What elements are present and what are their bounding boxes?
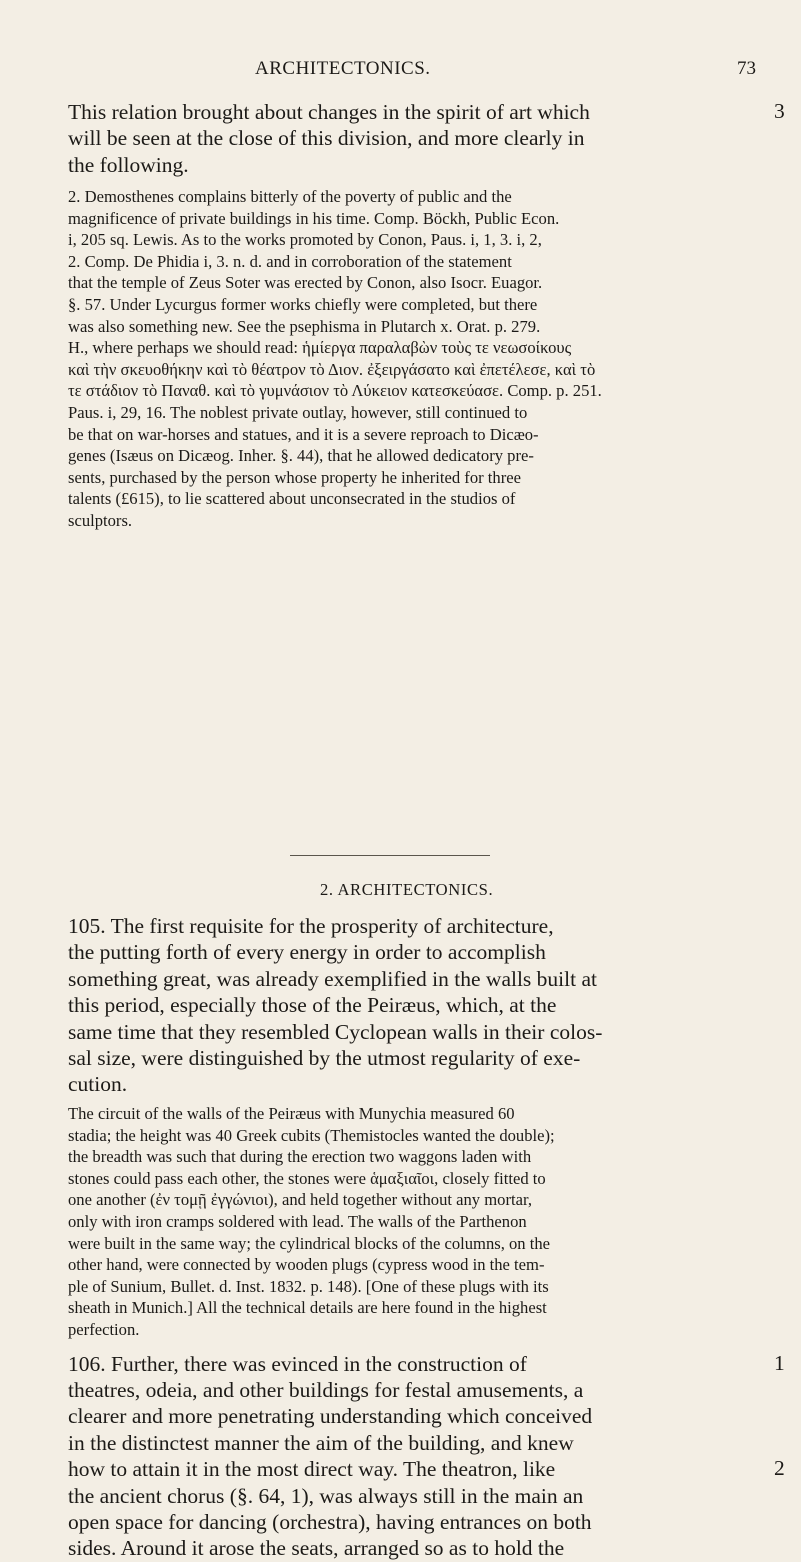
- note-line: the breadth was such that during the erection two waggons laden with: [68, 1147, 532, 1167]
- note-line: H., where perhaps we should read: ἡμίεργα παραλαβὼν τοὺς τε νεωσοίκους: [68, 338, 572, 358]
- footnote-2: [68, 186, 784, 532]
- text-line: this period, especially those of the Peiræus, which, at the: [68, 993, 557, 1018]
- note-line: magnificence of private buildings in his time. Comp. Böckh, Public Econ.: [68, 208, 560, 228]
- note-line: i, 205 sq. Lewis. As to the works promoted by Conon, Paus. i, 1, 3. i, 2,: [68, 230, 542, 250]
- note-line: §. 57. Under Lycurgus former works chiefly were completed, but there: [68, 294, 538, 314]
- note-line: sculptors.: [68, 510, 133, 530]
- note-line: 2. Comp. De Phidia i, 3. n. d. and in corroboration of the statement: [68, 251, 512, 271]
- note-line: perfection.: [68, 1319, 140, 1339]
- text-line: 106. Further, there was evinced in the construction of: [68, 1351, 527, 1376]
- text-line: open space for dancing (orchestra), having entrances on both: [68, 1510, 592, 1535]
- section-heading: 2. ARCHITECTONICS.: [320, 880, 494, 899]
- note-line: stones could pass each other, the stones were ἁμαξιαῖοι, closely fitted to: [68, 1168, 546, 1188]
- paragraph-105: [68, 913, 784, 1098]
- text-line: will be seen at the close of this division, and more clearly in: [68, 126, 585, 151]
- note-line: ple of Sunium, Bullet. d. Inst. 1832. p. 148). [One of these plugs with its: [68, 1276, 549, 1296]
- note-line: were built in the same way; the cylindrical blocks of the columns, on the: [68, 1233, 551, 1253]
- text-line: This relation brought about changes in the spirit of art which: [68, 100, 590, 124]
- text-line: the ancient chorus (§. 64, 1), was always still in the main an: [68, 1483, 584, 1508]
- text-line: clearer and more penetrating understanding which conceived: [68, 1404, 593, 1429]
- note-line: one another (ἐν τομῇ ἐγγώνιοι), and held together without any mortar,: [68, 1190, 532, 1210]
- note-line: talents (£615), to lie scattered about unconsecrated in the studios of: [68, 489, 516, 509]
- text-line: same time that they resembled Cyclopean walls in their colos-: [68, 1019, 603, 1044]
- text-line: the putting forth of every energy in order to accomplish: [68, 940, 546, 965]
- note-line: The circuit of the walls of the Peiræus with Munychia measured 60: [68, 1104, 515, 1123]
- note-line: τε στάδιον τὸ Παναθ. καὶ τὸ γυμνάσιον τὸ Λύκειον κατεσκεύασε. Comp. p. 251.: [68, 381, 602, 401]
- note-line: sents, purchased by the person whose property he inherited for three: [68, 467, 521, 487]
- note-line: καὶ τὴν σκευοθήκην καὶ τὸ θέατρον τὸ Διον. ἐξειργάσατο καὶ ἐπετέλεσε, καὶ τὸ: [68, 359, 596, 379]
- text-line: how to attain it in the most direct way. The theatron, like: [68, 1457, 556, 1482]
- footnote-105: [68, 1103, 784, 1341]
- text-line: cution.: [68, 1072, 128, 1097]
- note-line: be that on war-horses and statues, and it is a severe reproach to Dicæo-: [68, 424, 539, 444]
- note-line: was also something new. See the psephisma in Plutarch x. Orat. p. 279.: [68, 316, 541, 336]
- section-divider: [290, 855, 490, 856]
- text-line: something great, was already exemplified in the walls built at: [68, 966, 597, 991]
- text-line: theatres, odeia, and other buildings for festal amusements, a: [68, 1378, 584, 1402]
- intro-paragraph: [68, 99, 784, 178]
- text-line: 105. The first requisite for the prosperity of architecture,: [68, 914, 554, 938]
- text-line: in the distinctest manner the aim of the building, and knew: [68, 1430, 574, 1455]
- text-line: the following.: [68, 152, 189, 177]
- running-head: ARCHITECTONICS.: [255, 58, 431, 79]
- note-line: other hand, were connected by wooden plugs (cypress wood in the tem-: [68, 1255, 545, 1275]
- note-line: that the temple of Zeus Soter was erected by Conon, also Isocr. Euagor.: [68, 273, 543, 293]
- note-line: Paus. i, 29, 16. The noblest private outlay, however, still continued to: [68, 402, 528, 422]
- note-line: genes (Isæus on Dicæog. Inher. §. 44), that he allowed dedicatory pre-: [68, 446, 534, 466]
- paragraph-106: [68, 1351, 784, 1562]
- margin-note-number: 2: [774, 1456, 785, 1481]
- margin-note-number: 1: [774, 1350, 785, 1375]
- text-line: sal size, were distinguished by the utmost regularity of exe-: [68, 1046, 581, 1071]
- text-line: sides. Around it arose the seats, arranged so as to hold the: [68, 1536, 565, 1561]
- note-line: stadia; the height was 40 Greek cubits (Themistocles wanted the double);: [68, 1125, 555, 1145]
- note-line: 2. Demosthenes complains bitterly of the poverty of public and the: [68, 187, 512, 206]
- note-line: only with iron cramps soldered with lead. The walls of the Parthenon: [68, 1211, 527, 1231]
- margin-note-number: 3: [774, 99, 785, 123]
- page-number: 73: [737, 58, 756, 79]
- note-line: sheath in Munich.] All the technical details are here found in the highest: [68, 1298, 547, 1318]
